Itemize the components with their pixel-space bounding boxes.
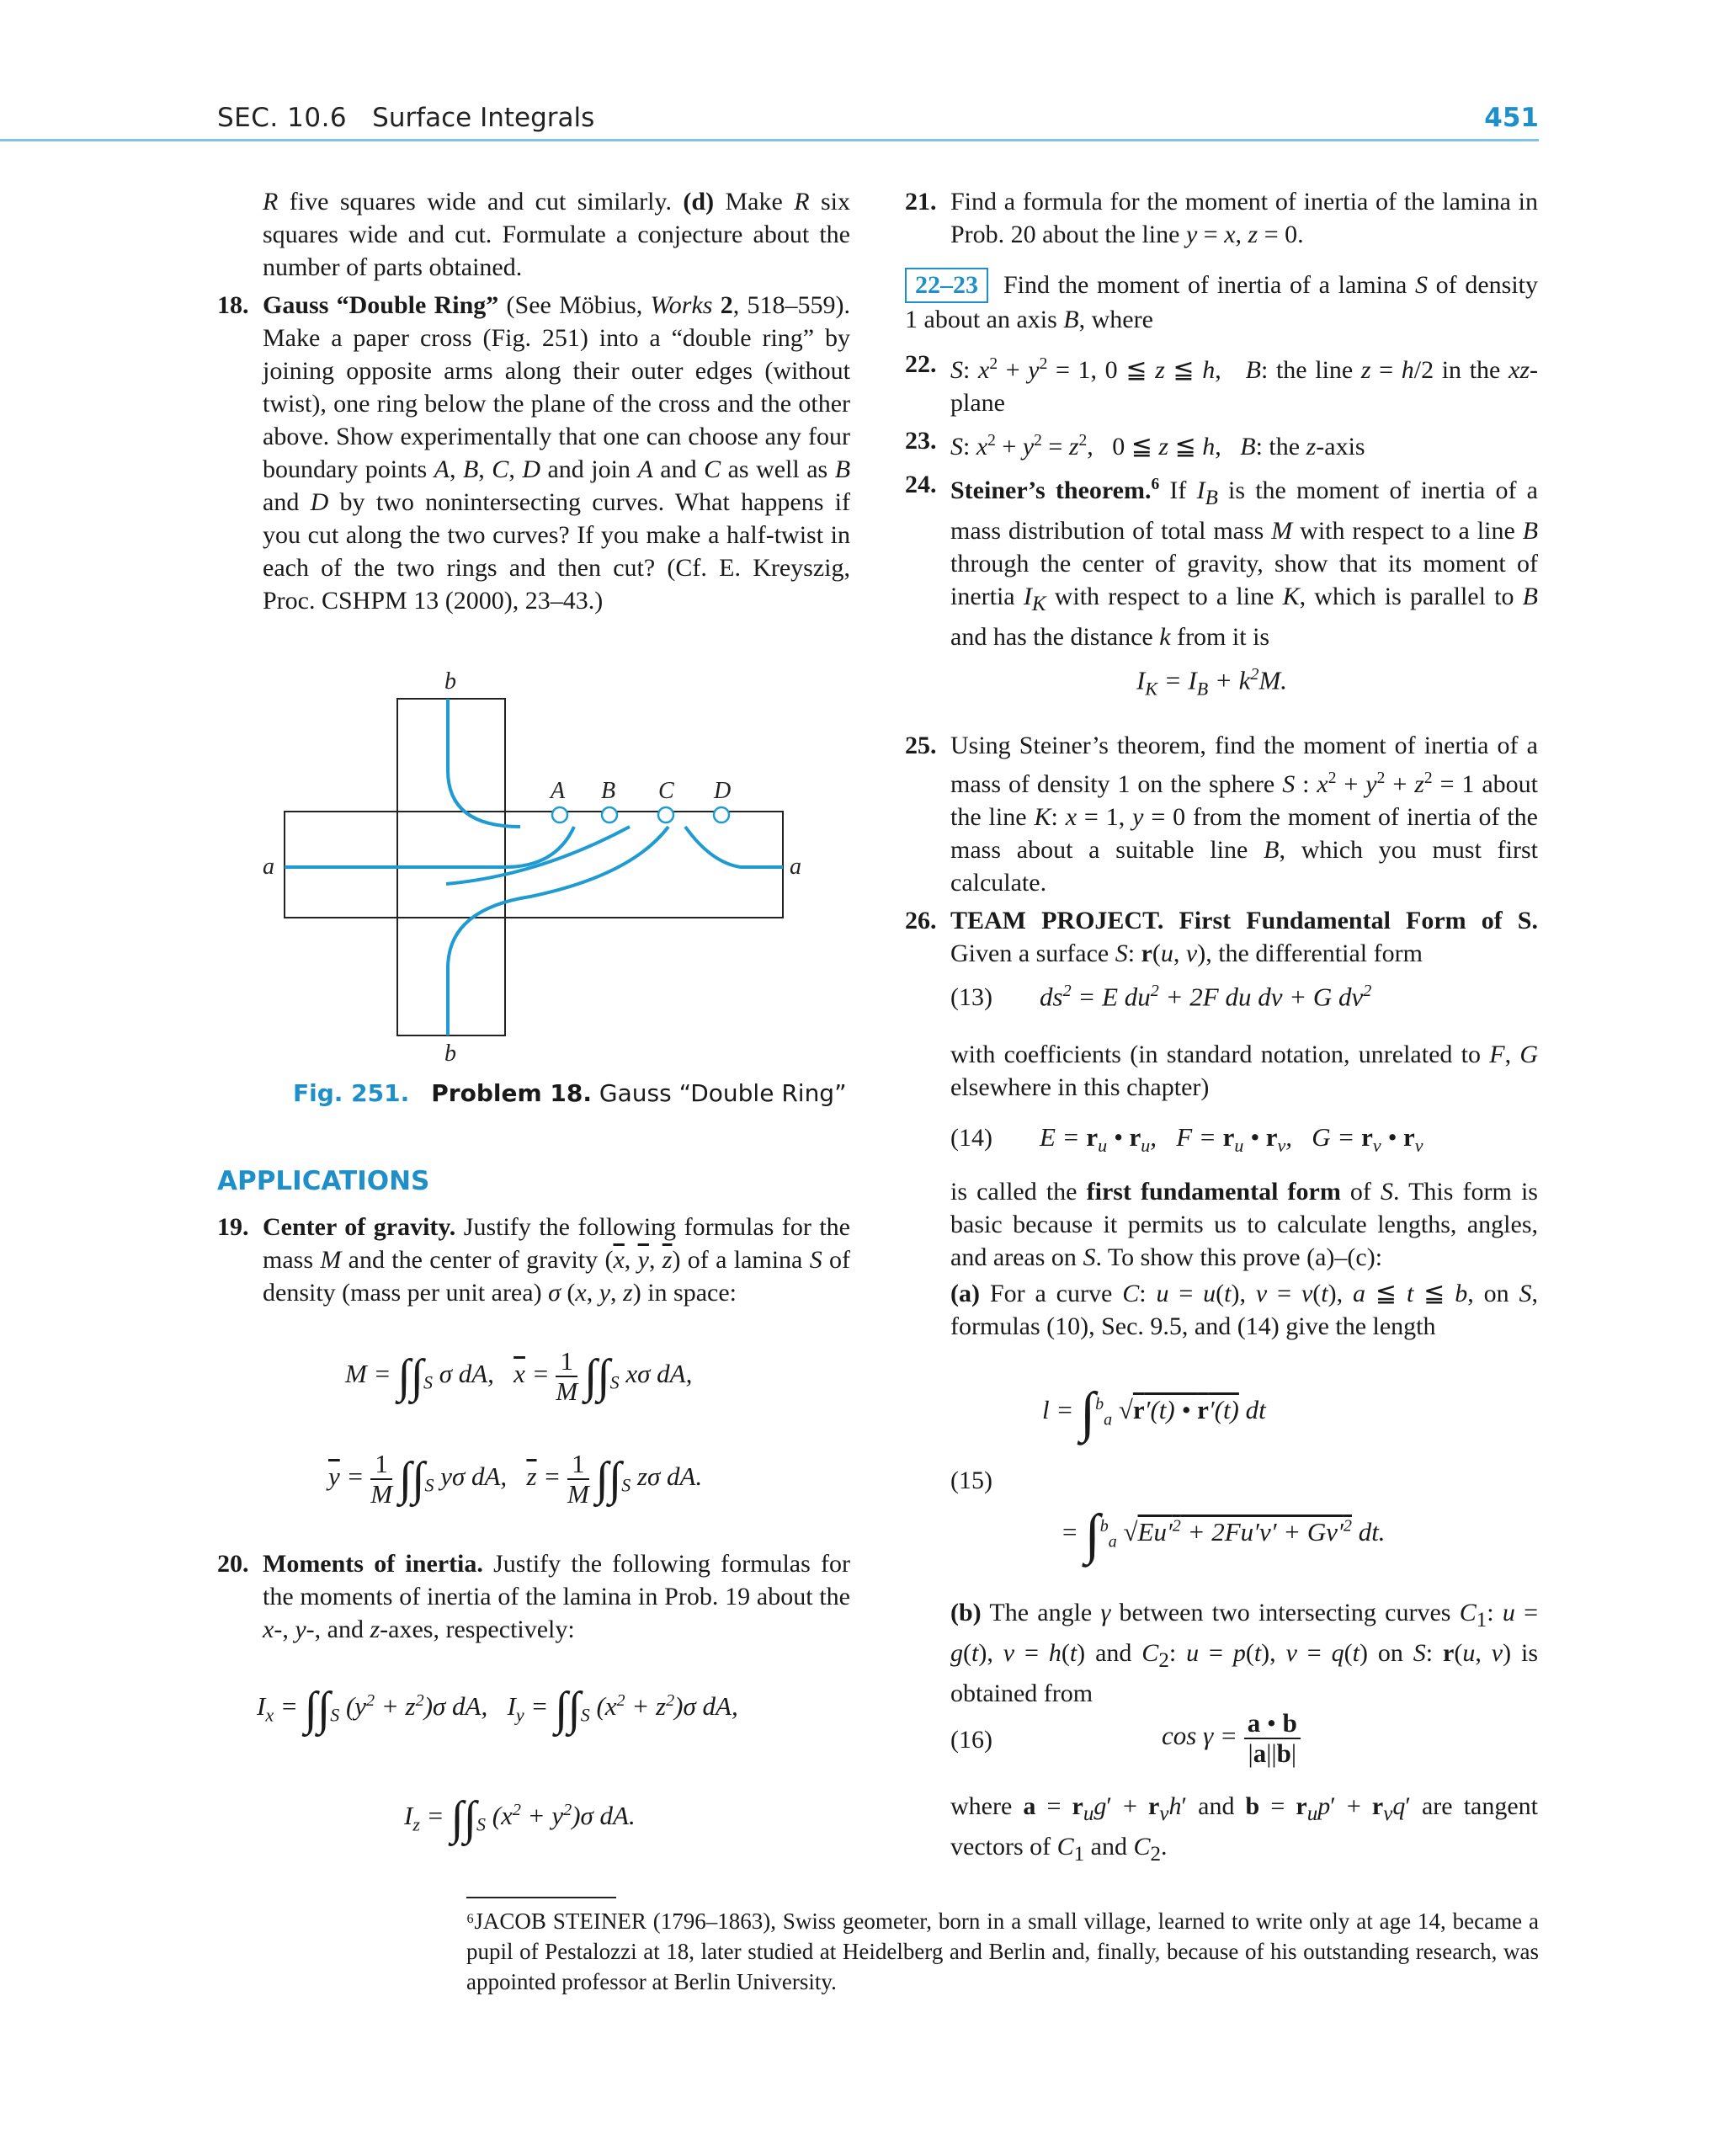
equation-13-number: (13) (950, 983, 992, 1011)
label-a-right: a (790, 854, 801, 880)
part-a-text: (a) For a curve C: u = u(t), v = v(t), a ≦ t ≦ b, on S, formulas (10), Sec. 9.5, and (14) give the length (950, 1280, 1539, 1340)
right-column-part-b (905, 1596, 1538, 1710)
header-rule (0, 139, 1539, 141)
equation-ybar-zbar: $\overline{y}$ = $\frac{1}{M}$ $\int\int_S$ yσ dA, $\overline{z}$ = $\frac{1}{M}$ $\int\int_S$ zσ dA. (328, 1449, 703, 1509)
section-title: Surface Integrals (372, 103, 595, 133)
page-number: 451 (1484, 103, 1539, 133)
equation-15-line1: l = ∫$^b_a$ √r′(t) • r′(t) dt (1042, 1381, 1266, 1443)
right-column-middle (905, 729, 1538, 970)
figure-caption-text: Gauss “Double Ring” (599, 1079, 847, 1107)
section-number: SEC. 10.6 (217, 103, 348, 133)
equation-steiner: $I_K = I_B + k^2M$. (1136, 665, 1288, 700)
equation-14: $E = r_u$ • $r_u$, $F = r_u$ • $r_v$, $G = r_v$ • $r_v$ (1040, 1122, 1423, 1157)
curve-b-to-A (448, 699, 520, 827)
problem-range-badge: 22–23 (905, 268, 988, 303)
equation-14-number: (14) (950, 1124, 992, 1152)
problem-21: 21. Find a formula for the moment of inertia of the lamina in Prob. 20 about the line y = x, z = 0. (905, 188, 1538, 248)
problem-title: TEAM PROJECT. First Fundamental Form of S. (950, 907, 1538, 934)
footnote-steiner: ⁶JACOB STEINER (1796–1863), Swiss geometer, born in a small village, learned to write only at age 14, became a pupil of Pestalozzi at 18, later studied at Heidelberg and Berlin and, finally, because of his outstanding research, was appointed professor at Berlin University. (466, 1908, 1539, 1994)
point-D (714, 807, 729, 822)
problem-title: Moments of inertia. (263, 1550, 483, 1578)
applications-heading: APPLICATIONS (217, 1166, 430, 1196)
equation-15-number: (15) (950, 1467, 992, 1494)
problem-22: 22. S: $x^2 + y^2 = 1$, 0 ≦ z ≦ h, B: the line z = h/2 in the xz-plane (905, 350, 1538, 417)
label-B: B (601, 778, 616, 804)
problem-title: Center of gravity. (263, 1213, 456, 1241)
point-C (658, 807, 673, 822)
figure-251-double-ring (253, 665, 825, 1069)
part-b-text: (b) The angle γ between two intersecting curves $C_1$: u = g(t), v = h(t) and $C_2$: u = p(t), v = q(t) on S: r(u, v) is obtained from (950, 1599, 1539, 1707)
problem-17-continued: R five squares wide and cut similarly. (d) Make R six squares wide and cut. Formulate a conjecture about the number of parts obtained. (263, 188, 850, 281)
right-column-end (905, 1790, 1538, 1871)
problem-18: 18. Gauss “Double Ring” (See Möbius, Works 2, 518–559). Make a paper cross (Fig. 251) into a “double ring” by joining opposite arms along their outer edges (without twist), one ring below the plane of the cross and the other above. Show experimentally that one can choose any four boundary points A, B, C, D and join A and C as well as B and D by two nonintersecting curves. What happens if you cut along the two curves? If you make a half-twist in each of the two rings and then cut? (Cf. E. Kreyszig, Proc. CSHPM 13 (2000), 23–43.) (217, 289, 850, 617)
label-A: A (551, 778, 566, 804)
problem-19: 19. Center of gravity. Justify the following formulas for the mass M and the center of gravity ($\overline{x}$, $\overline{y}$, $\overline{z}$) of a lamina S of density (mass per unit area) σ (x, y, z) in space: (217, 1213, 851, 1307)
equation-13: $ds^2 = E$ $du^2 + 2F$ du dv + G $dv^2$ (1040, 982, 1372, 1012)
problem-24: 24. Steiner’s theorem.$^6$ If $I_B$ is the moment of inertia of a mass distribution of total mass M with respect to a line B through the center of gravity, show that its moment of inertia $I_K$ with respect to a line K, which is parallel to B and has the distance k from it is (905, 471, 1539, 651)
equation-Iz: $I_z = \int\int_S$ $(x^2 + y^2)\sigma$ dA. (404, 1792, 636, 1845)
equation-Ix-Iy: $I_x = \int\int_S$ $(y^2 + z^2)\sigma$ dA, $I_y = \int\int_S$ $(x^2 + z^2)\sigma$ dA, (257, 1683, 738, 1735)
label-b-top: b (444, 668, 456, 695)
running-header (217, 103, 594, 133)
right-column-top (905, 185, 1538, 653)
label-a-left: a (263, 854, 274, 880)
footnote-rule (466, 1897, 616, 1898)
point-B (602, 807, 617, 822)
right-column-coeff (905, 1038, 1538, 1104)
label-b-bottom: b (444, 1041, 456, 1067)
left-column-top (217, 185, 850, 617)
first-fundamental-form-text: is called the first fundamental form of S. This form is basic because it permits us to calculate lengths, angles, and areas on S. To show this prove (a)–(c): (950, 1178, 1538, 1271)
equation-15-line2: = ∫$^b_a$ $√Eu'^2 + 2Fu'v' + Gv'^2$ dt. (1061, 1504, 1386, 1565)
equation-mass-xbar: $M = \int\int_S$ σ dA, $\overline{x}$ = $\frac{1}{M}$ $\int\int_S$ xσ dA, (345, 1346, 693, 1406)
point-A (552, 807, 567, 822)
problems-22-23-instruction: 22–23 Find the moment of inertia of a lamina S of density 1 about an axis B, where (905, 268, 1538, 336)
figure-problem: Problem 18. (431, 1079, 592, 1107)
figure-label: Fig. 251. (293, 1079, 410, 1107)
curve-a-to-B (285, 827, 574, 867)
problem-23: 23. S: $x^2 + y^2 = z^2$, 0 ≦ z ≦ h, B: the z-axis (905, 427, 1365, 460)
label-D: D (714, 778, 732, 804)
curve-D-to-a (685, 827, 783, 867)
problem-title: Gauss “Double Ring” (263, 291, 499, 319)
problem-20: 20. Moments of inertia. Justify the following formulas for the moments of inertia of the lamina in Prob. 19 about the x-, y-, and z-axes, respectively: (217, 1550, 850, 1643)
label-C: C (658, 778, 674, 804)
figure-caption (293, 1079, 847, 1107)
coefficients-text: with coefficients (in standard notation, unrelated to F, G elsewhere in this chapter) (950, 1041, 1539, 1101)
equation-16-number: (16) (950, 1726, 992, 1754)
problem-26: 26. TEAM PROJECT. First Fundamental Form of S. Given a surface S: r(u, v), the differential form (905, 907, 1538, 967)
equation-16: cos γ = $\frac{a • b}{|a||b|}$ (1162, 1709, 1301, 1768)
tangent-vectors-text: where $a = r_ug' + r_vh'$ and $b = r_up' + r_vq'$ are tangent vectors of $C_1$ and $C_2$. (950, 1792, 1538, 1866)
problem-25: 25. Using Steiner’s theorem, find the moment of inertia of a mass of density 1 on the sphere S : $x^2 + y^2 + z^2 = 1$ about the line K: x = 1, y = 0 from the moment of inertia of the mass about a suitable line B, which you must first calculate. (905, 732, 1539, 897)
problem-number: 18. (217, 291, 249, 319)
right-column-ffform (905, 1175, 1538, 1343)
